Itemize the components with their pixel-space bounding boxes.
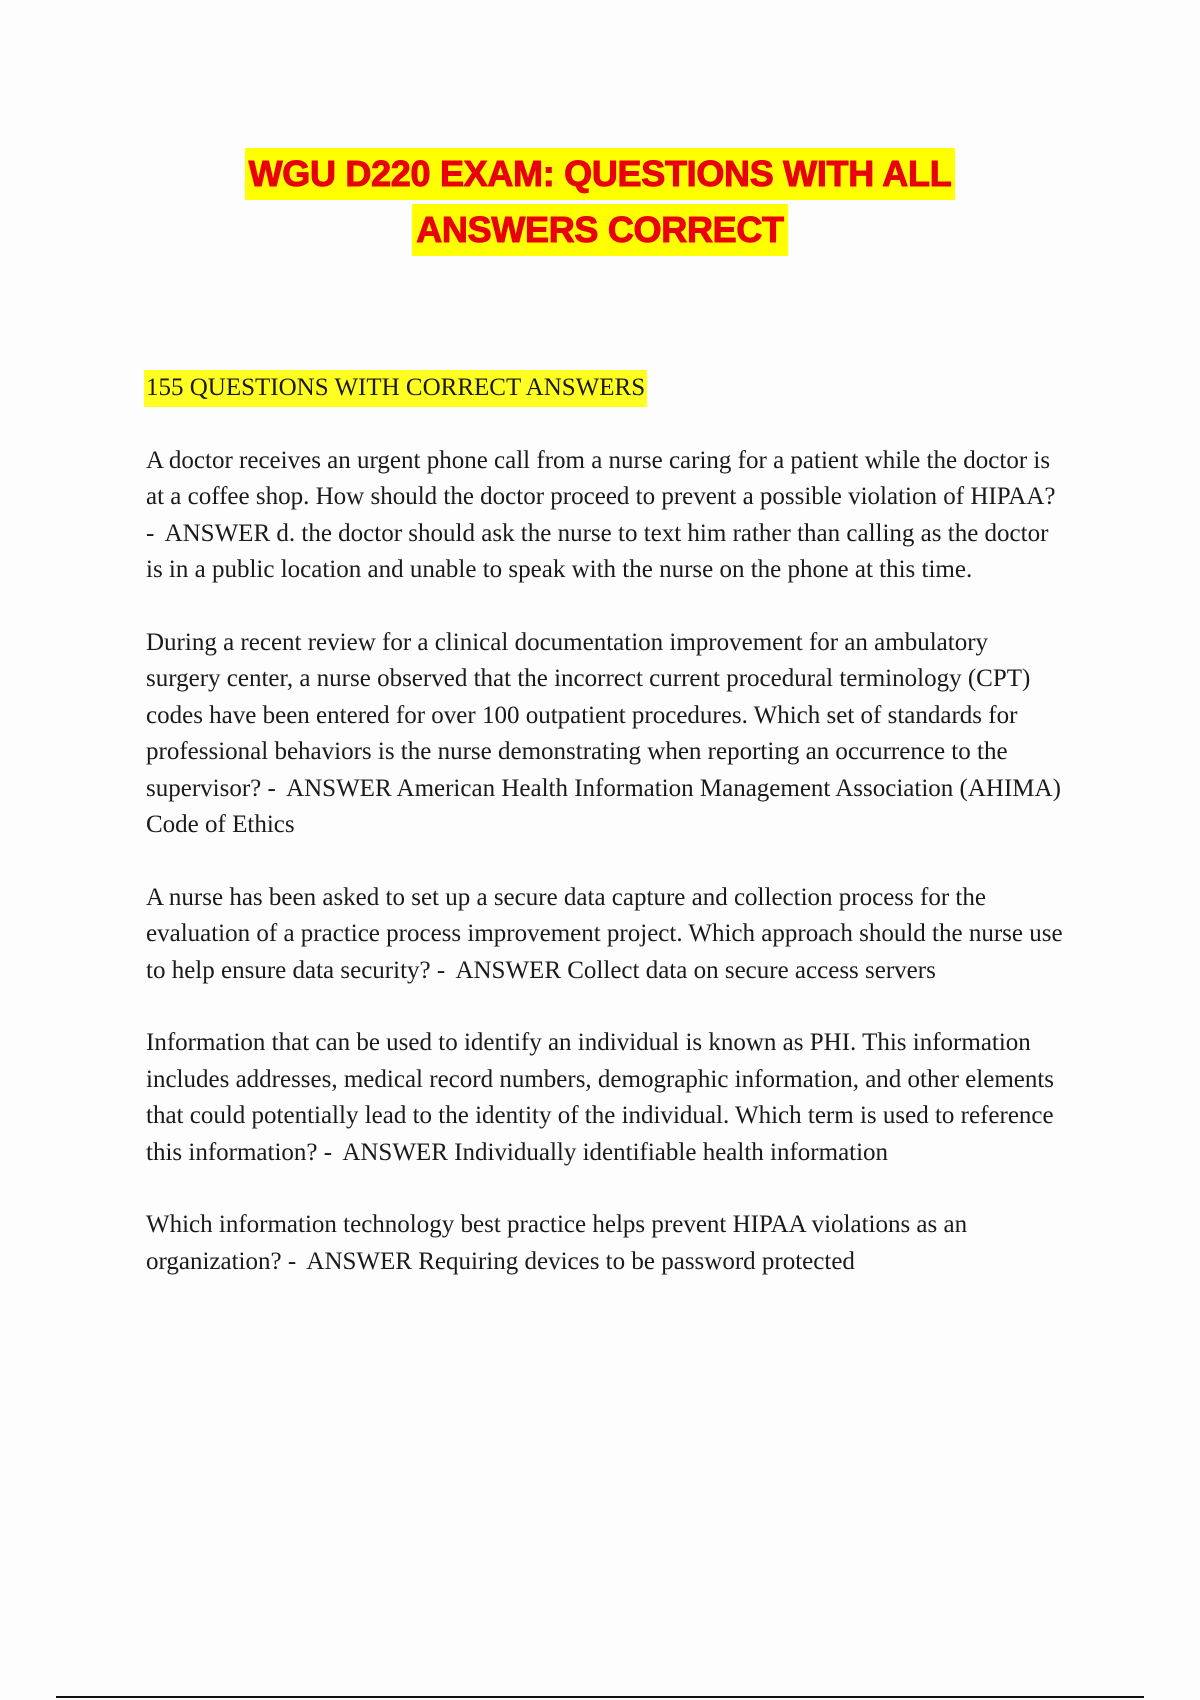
document-title <box>0 148 1200 260</box>
page-bottom-rule <box>56 1696 1144 1698</box>
answer-label: ANSWER <box>164 519 271 547</box>
qa-item <box>146 1207 1066 1280</box>
title-line-2: ANSWERS CORRECT <box>412 204 788 256</box>
question-text: During a recent review for a clinical documentation improvement for an ambulatory surgery center, a nurse observed that the incorrect current procedural terminology (CPT) codes have been entered for over 100 outpatient procedures. Which set of standards for professional behaviors is the nurse demonstrating when reporting an occurrence to the supervisor? - <box>146 628 1031 802</box>
answer-text: Requiring devices to be password protected <box>418 1247 855 1275</box>
qa-item <box>146 443 1066 589</box>
title-line-1: WGU D220 EXAM: QUESTIONS WITH ALL <box>245 148 956 200</box>
answer-text: Individually identifiable health information <box>454 1138 889 1166</box>
document-body <box>146 370 1066 1316</box>
answer-text: American Health Information Management Association (AHIMA) Code of Ethics <box>146 774 1061 838</box>
qa-item <box>146 880 1066 990</box>
question-text: A nurse has been asked to set up a secure data capture and collection process for the evaluation of a practice process improvement project. Which approach should the nurse use to help ensure data security? - <box>146 883 1063 984</box>
answer-label: ANSWER <box>455 956 561 984</box>
question-text: Which information technology best practice helps prevent HIPAA violations as an organization? - <box>146 1211 968 1275</box>
question-text: A doctor receives an urgent phone call from a nurse caring for a patient while the doctor is at a coffee shop. How should the doctor proceed to prevent a possible violation of HIPAA? - <box>146 446 1056 547</box>
answer-text: d. the doctor should ask the nurse to text him rather than calling as the doctor is in a public location and unable to speak with the nurse on the phone at this time. <box>146 519 1049 583</box>
answer-label: ANSWER <box>286 774 392 802</box>
document-subtitle: 155 QUESTIONS WITH CORRECT ANSWERS <box>144 370 647 407</box>
qa-item <box>146 1025 1066 1171</box>
answer-text: Collect data on secure access servers <box>567 956 936 984</box>
answer-label: ANSWER <box>342 1138 448 1166</box>
question-text: Information that can be used to identify an individual is known as PHI. This information includes addresses, medical record numbers, demographic information, and other elements that could potentially lead to the identity of the individual. Which term is used to reference this information? - <box>146 1029 1055 1166</box>
qa-item <box>146 625 1066 844</box>
answer-label: ANSWER <box>306 1247 412 1275</box>
